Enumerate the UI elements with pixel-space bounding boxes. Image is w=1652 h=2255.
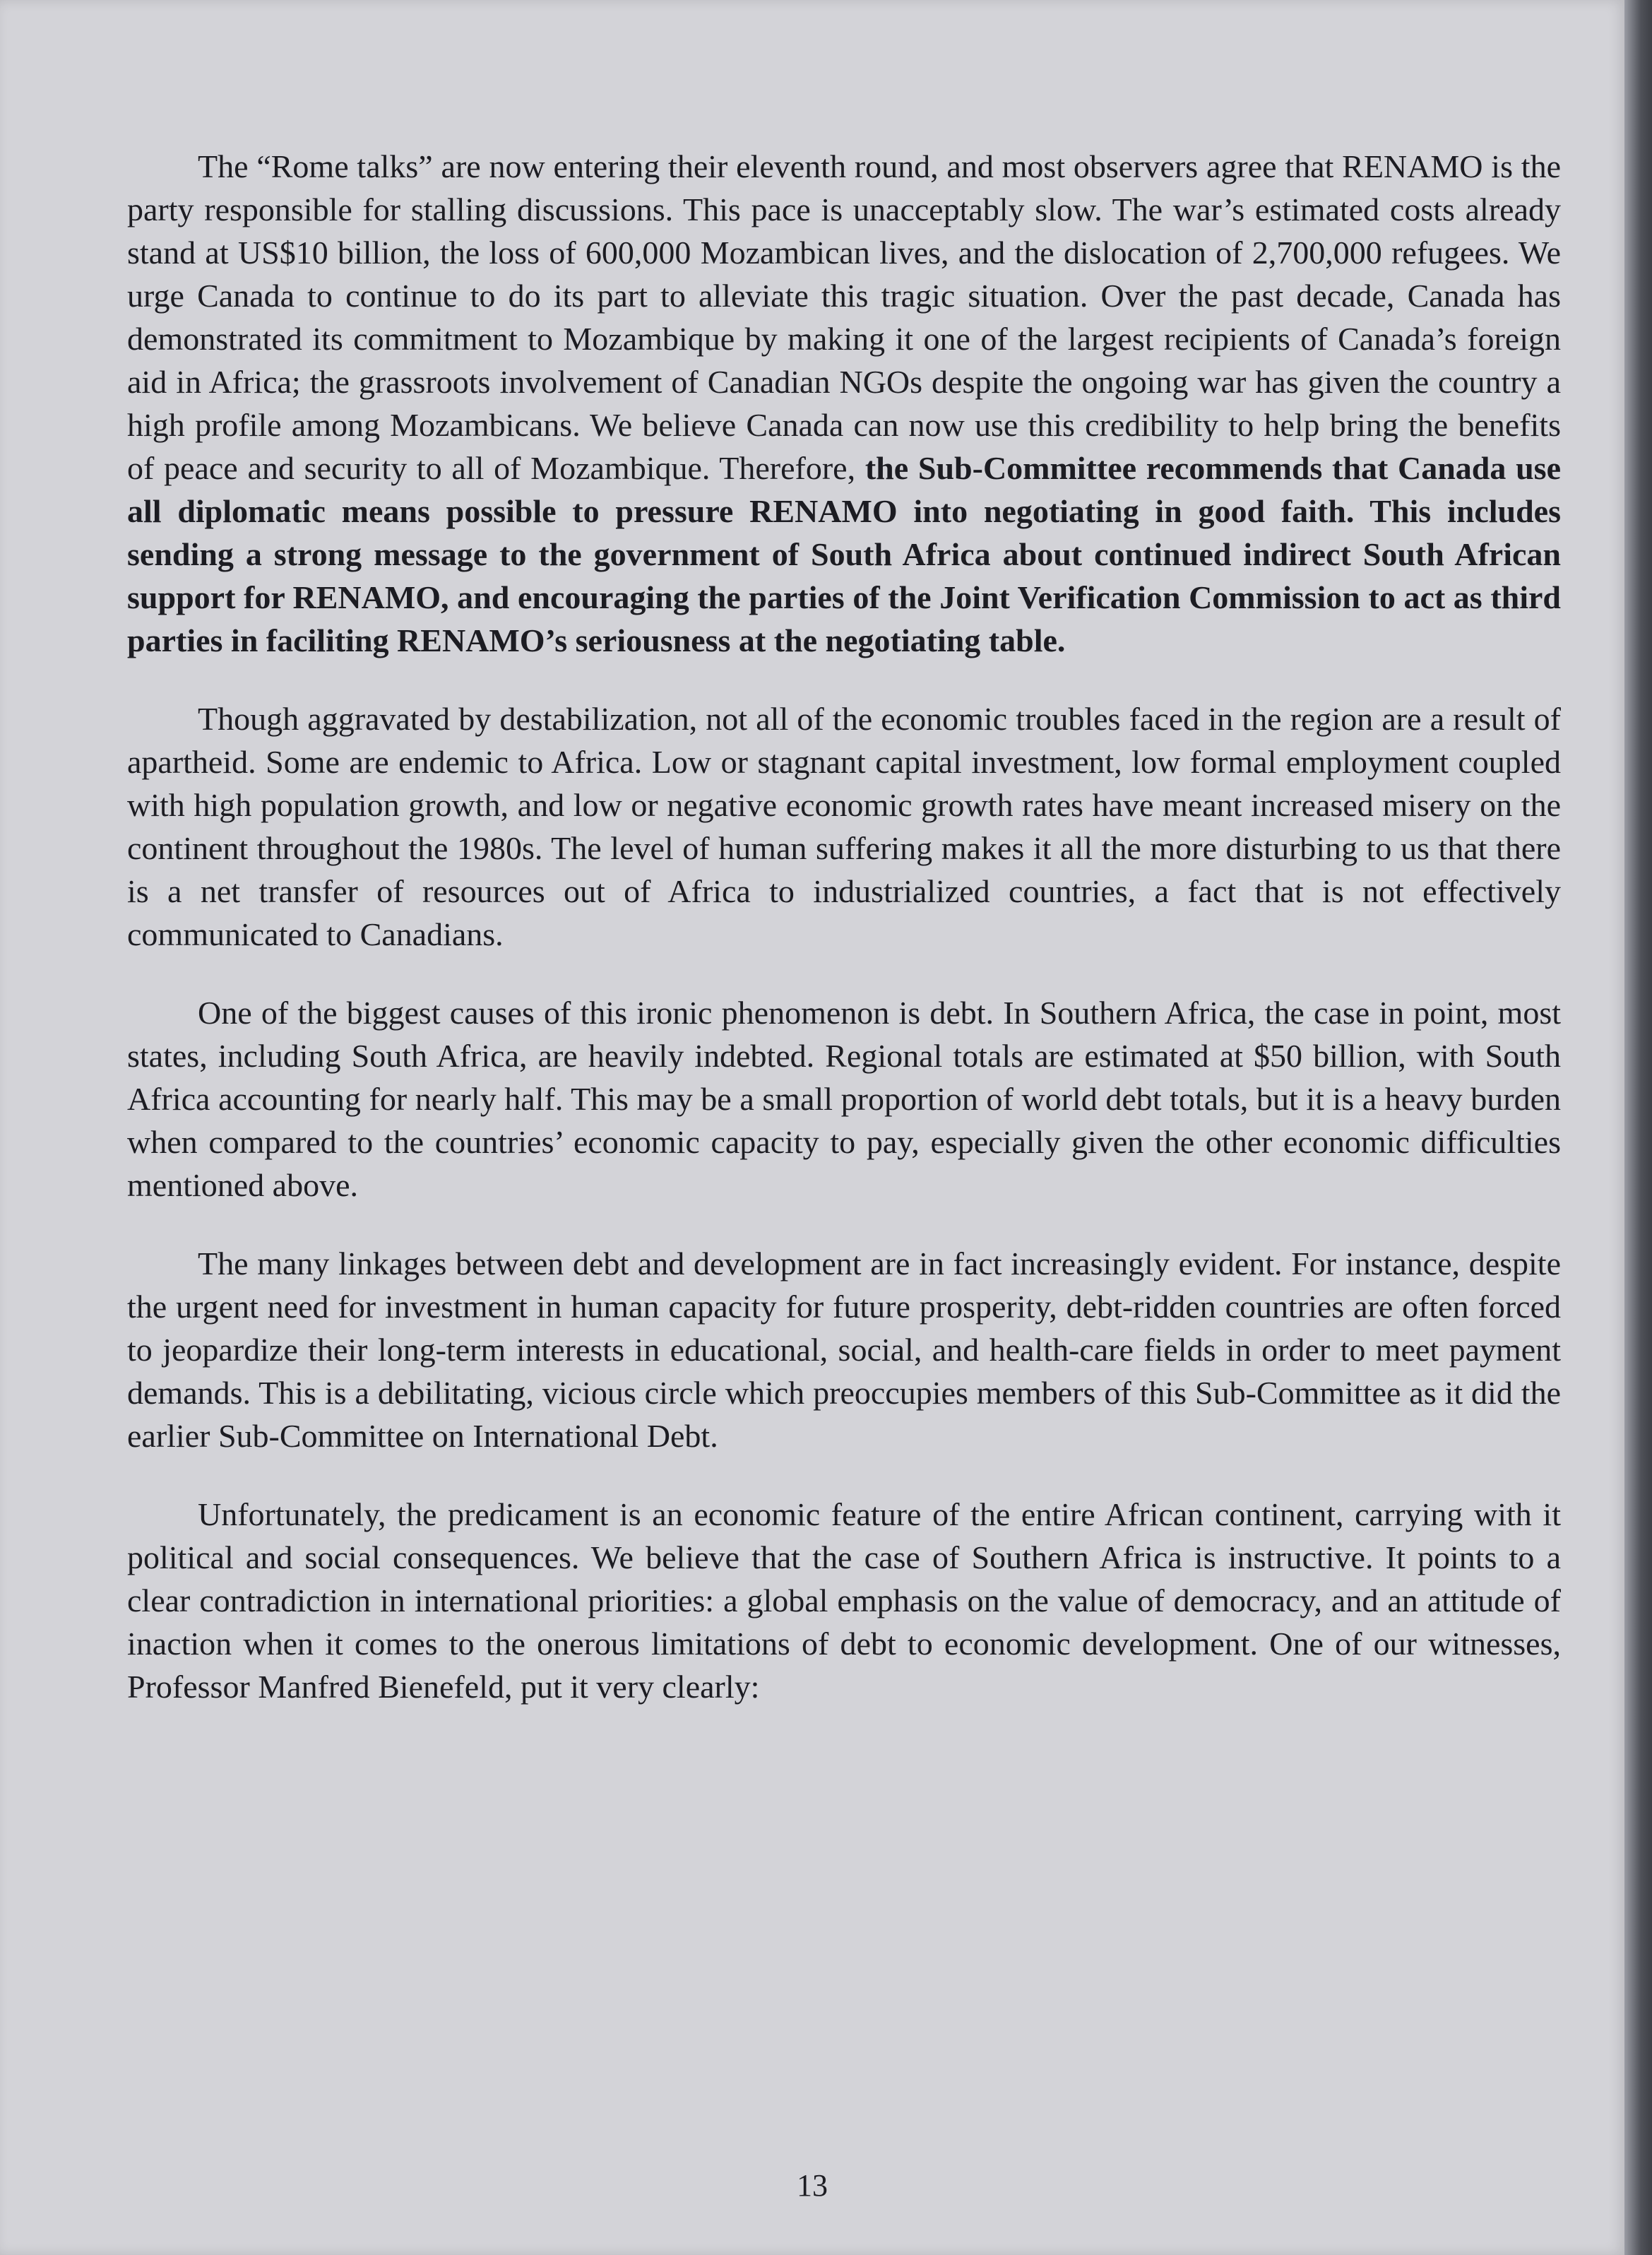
paragraph-economic-troubles: Though aggravated by destabilization, not all of the economic troubles faced in the region are a result of apartheid. Some are endemic to Africa. Low or stagnant capital investment, low formal employment coupled with high population growth, and low or negative economic growth rates have meant increased misery on the continent throughout the 1980s. The level of human suffering makes it all the more disturbing to us that there is a net transfer of resources out of Africa to industrialized countries, a fact that is not effectively communicated to Canadians. xyxy=(127,701,1561,952)
paragraph-rome-talks-text: The “Rome talks” are now entering their eleventh round, and most observers agree that RENAMO is the party responsible for stalling discussions. This pace is unacceptably slow. The war’s estimated costs already stand at US$10 billion, the loss of 600,000 Mozambican lives, and the dislocation of 2,700,000 refugees. We urge Canada to continue to do its part to alleviate this tragic situation. Over the past decade, Canada has demonstrated its commitment to Mozambique by making it one of the largest recipients of Canada’s foreign aid in Africa; the grassroots involvement of Canadian NGOs despite the ongoing war has given the country a high profile among Mozambicans. We believe Canada can now use this credibility to help bring the benefits of peace and security to all of Mozambique. Therefore, xyxy=(127,148,1561,486)
paragraph-predicament: Unfortunately, the predicament is an economic feature of the entire African continent, carrying with it political and social consequences. We believe that the case of Southern Africa is instructive. It points to a clear contradiction in international priorities: a global emphasis on the value of democracy, and an attitude of inaction when it comes to the onerous limitations of debt to economic development. One of our witnesses, Professor Manfred Bienefeld, put it very clearly: xyxy=(127,1496,1561,1705)
page-number: 13 xyxy=(797,2168,828,2203)
body-text xyxy=(127,145,1561,1744)
binding-edge xyxy=(1624,0,1652,2255)
recommendation-bold-text: the Sub-Committee recommends that Canada use all diplomatic means possible to pressure RENAMO into negotiating in good faith. This includes sending a strong message to the government of South Africa about continued indirect South African support for RENAMO, and encouraging the parties of the Joint Verification Commission to act as third parties in faciliting RENAMO’s seriousness at the negotiating table. xyxy=(127,450,1562,658)
paragraph-debt-development: The many linkages between debt and development are in fact increasingly evident. For instance, despite the urgent need for investment in human capacity for future prosperity, debt-ridden countries are often forced to jeopardize their long-term interests in educational, social, and health-care fields in order to meet payment demands. This is a debilitating, vicious circle which preoccupies members of this Sub-Committee as it did the earlier Sub-Committee on International Debt. xyxy=(127,1245,1561,1454)
paragraph-rome-talks xyxy=(127,145,1561,662)
paragraph-debt-causes: One of the biggest causes of this ironic phenomenon is debt. In Southern Africa, the case in point, most states, including South Africa, are heavily indebted. Regional totals are estimated at $50 billion, with South Africa accounting for nearly half. This may be a small proportion of world debt totals, but it is a heavy burden when compared to the countries’ economic capacity to pay, especially given the other economic difficulties mentioned above. xyxy=(127,995,1561,1203)
